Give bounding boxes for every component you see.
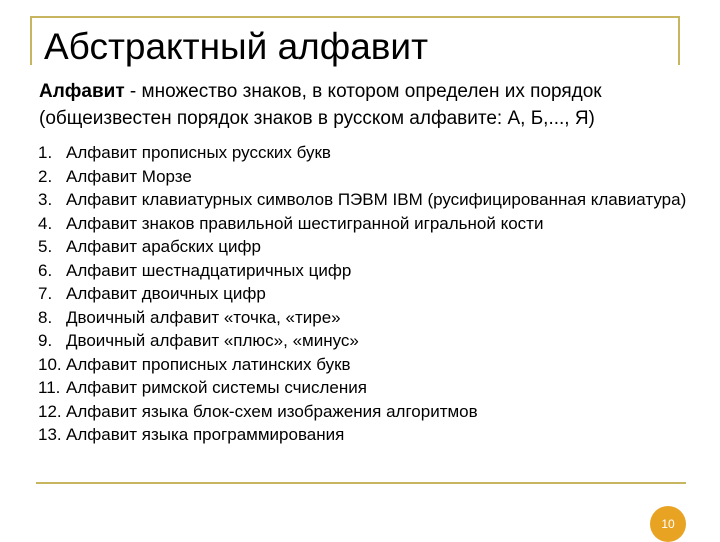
list-item-number: 6. bbox=[38, 260, 53, 280]
list-item-text: Алфавит знаков правильной шестигранной игральной кости bbox=[66, 213, 544, 233]
list-item bbox=[38, 212, 698, 236]
title-frame-top-line bbox=[30, 16, 680, 18]
list-item-text: Алфавит Морзе bbox=[66, 166, 192, 186]
list-item bbox=[38, 400, 698, 424]
definition-term: Алфавит bbox=[39, 81, 125, 102]
list-item bbox=[38, 235, 698, 259]
list-item-text: Алфавит двоичных цифр bbox=[66, 284, 266, 303]
list-item-number: 2. bbox=[38, 166, 53, 186]
page-number-badge: 10 bbox=[650, 506, 686, 542]
list-item-number: 3. bbox=[38, 190, 53, 209]
list-item-number: 8. bbox=[38, 307, 53, 327]
list-item bbox=[38, 165, 698, 189]
list-item-text: Алфавит римской системы счисления bbox=[66, 378, 367, 397]
slide-title: Абстрактный алфавит bbox=[44, 26, 429, 67]
title-frame-left-line bbox=[30, 16, 32, 65]
list-item-number: 9. bbox=[38, 331, 53, 350]
list-item bbox=[38, 423, 698, 447]
list-item bbox=[38, 141, 698, 165]
list-item-text: Алфавит клавиатурных символов ПЭВМ IBM (русифицированная клавиатура) bbox=[66, 190, 687, 209]
list-item-text: Алфавит прописных латинских букв bbox=[66, 354, 351, 374]
list-item bbox=[38, 376, 698, 400]
list-item bbox=[38, 282, 698, 306]
list-item-number: 5. bbox=[38, 237, 53, 256]
list-item-text: Алфавит шестнадцатиричных цифр bbox=[66, 260, 352, 280]
list-item-text: Алфавит прописных русских букв bbox=[66, 143, 331, 162]
list-item-text: Двоичный алфавит «плюс», «минус» bbox=[66, 331, 359, 350]
list-item bbox=[38, 329, 698, 353]
title-frame-right-line bbox=[678, 16, 680, 65]
list-item-number: 10. bbox=[38, 354, 62, 374]
list-item-text: Двоичный алфавит «точка, «тире» bbox=[66, 307, 341, 327]
list-item-number: 7. bbox=[38, 284, 53, 303]
list-item-number: 1. bbox=[38, 143, 53, 162]
list-item-number: 11. bbox=[38, 378, 61, 397]
list-item bbox=[38, 306, 698, 330]
list-item-number: 12. bbox=[38, 401, 62, 421]
definition-text: - множество знаков, в котором определен их порядок (общеизвестен порядок знаков в русском алфавите: А, Б,..., Я) bbox=[39, 81, 602, 129]
list-item-text: Алфавит языка блок-схем изображения алгоритмов bbox=[66, 401, 478, 421]
list-item bbox=[38, 188, 698, 212]
definition-paragraph bbox=[39, 78, 699, 132]
list-item-number: 13. bbox=[38, 425, 62, 444]
list-item-text: Алфавит арабских цифр bbox=[66, 237, 261, 256]
bottom-divider-line bbox=[36, 482, 686, 484]
alphabet-list bbox=[38, 141, 698, 447]
list-item bbox=[38, 259, 698, 283]
list-item bbox=[38, 353, 698, 377]
list-item-number: 4. bbox=[38, 213, 53, 233]
list-item-text: Алфавит языка программирования bbox=[66, 425, 345, 444]
